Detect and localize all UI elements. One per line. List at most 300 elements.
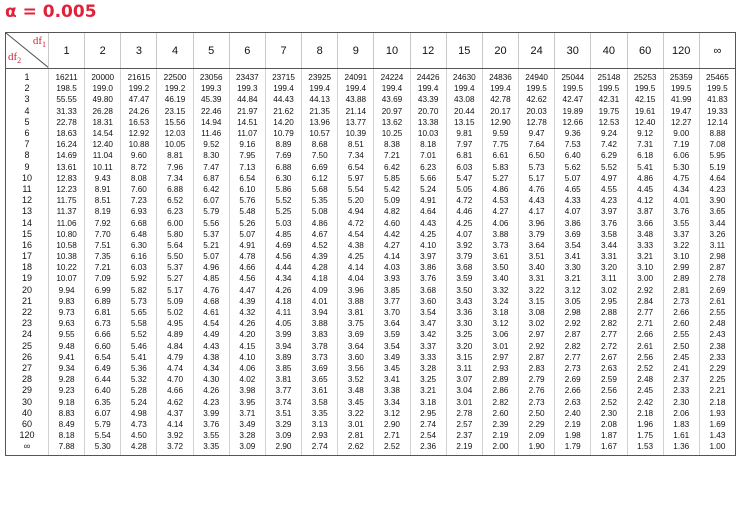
row-header-cell: 2 <box>6 83 49 94</box>
table-cell: 16211 <box>49 69 85 84</box>
table-cell: 3.29 <box>265 419 301 430</box>
table-cell: 3.92 <box>446 240 482 251</box>
table-cell: 2.63 <box>591 363 627 374</box>
table-cell: 2.56 <box>591 385 627 396</box>
table-cell: 9.41 <box>49 352 85 363</box>
table-cell: 6.16 <box>121 251 157 262</box>
table-cell: 3.43 <box>446 296 482 307</box>
table-cell: 2.52 <box>627 363 663 374</box>
table-cell: 199.4 <box>374 83 410 94</box>
table-cell: 3.71 <box>229 408 265 419</box>
table-cell: 3.20 <box>591 262 627 273</box>
table-cell: 2.61 <box>699 296 735 307</box>
table-row <box>6 106 736 117</box>
table-cell: 6.81 <box>446 150 482 161</box>
table-cell: 2.73 <box>555 363 591 374</box>
table-cell: 6.60 <box>85 341 121 352</box>
table-cell: 6.12 <box>302 173 338 184</box>
table-cell: 6.29 <box>591 150 627 161</box>
table-cell: 2.82 <box>555 341 591 352</box>
table-cell: 2.60 <box>482 408 518 419</box>
table-cell: 4.84 <box>157 341 193 352</box>
table-cell: 3.05 <box>555 296 591 307</box>
table-cell: 4.43 <box>193 341 229 352</box>
table-cell: 6.30 <box>265 173 301 184</box>
table-cell: 5.21 <box>193 240 229 251</box>
table-cell: 3.66 <box>627 217 663 228</box>
column-header: 24 <box>519 33 555 69</box>
row-header-cell: 14 <box>6 217 49 228</box>
table-cell: 6.03 <box>446 162 482 173</box>
table-cell: 3.73 <box>302 352 338 363</box>
table-row <box>6 374 736 385</box>
table-cell: 3.22 <box>519 285 555 296</box>
column-header: 6 <box>229 33 265 69</box>
table-cell: 11.04 <box>85 150 121 161</box>
table-cell: 3.35 <box>302 408 338 419</box>
table-cell: 18.31 <box>85 117 121 128</box>
table-cell: 2.77 <box>627 307 663 318</box>
table-cell: 2.55 <box>663 329 699 340</box>
table-cell: 16.53 <box>121 117 157 128</box>
table-cell: 3.68 <box>446 262 482 273</box>
table-cell: 12.53 <box>591 117 627 128</box>
table-row <box>6 285 736 296</box>
table-row <box>6 408 736 419</box>
table-cell: 4.89 <box>157 329 193 340</box>
table-cell: 5.95 <box>699 150 735 161</box>
table-cell: 2.88 <box>591 307 627 318</box>
table-cell: 5.83 <box>482 162 518 173</box>
table-cell: 19.89 <box>555 106 591 117</box>
table-cell: 7.42 <box>591 139 627 150</box>
table-cell: 11.46 <box>193 128 229 139</box>
table-cell: 5.73 <box>519 162 555 173</box>
table-cell: 3.81 <box>265 374 301 385</box>
table-cell: 12.40 <box>85 139 121 150</box>
table-cell: 3.33 <box>627 240 663 251</box>
row-header-cell: 1 <box>6 69 49 84</box>
table-cell: 2.87 <box>699 262 735 273</box>
table-cell: 55.55 <box>49 94 85 105</box>
table-cell: 6.03 <box>121 262 157 273</box>
table-cell: 4.79 <box>157 352 193 363</box>
table-cell: 2.56 <box>627 352 663 363</box>
row-header-cell: 26 <box>6 352 49 363</box>
table-cell: 4.10 <box>410 240 446 251</box>
table-cell: 4.66 <box>229 262 265 273</box>
table-cell: 25465 <box>699 69 735 84</box>
table-cell: 4.64 <box>699 173 735 184</box>
table-cell: 2.33 <box>663 385 699 396</box>
table-cell: 2.57 <box>446 419 482 430</box>
table-cell: 44.43 <box>265 94 301 105</box>
row-header-cell: 30 <box>6 396 49 407</box>
table-cell: 2.50 <box>663 341 699 352</box>
table-cell: 7.75 <box>482 139 518 150</box>
table-cell: 7.13 <box>229 162 265 173</box>
row-header-cell: 22 <box>6 307 49 318</box>
table-row <box>6 441 736 456</box>
table-cell: 43.88 <box>338 94 374 105</box>
table-cell: 9.63 <box>49 318 85 329</box>
table-cell: 13.96 <box>302 117 338 128</box>
column-header: 1 <box>49 33 85 69</box>
table-cell: 1.98 <box>555 430 591 441</box>
table-cell: 2.36 <box>410 441 446 456</box>
table-cell: 3.54 <box>374 341 410 352</box>
table-cell: 3.40 <box>482 273 518 284</box>
table-cell: 6.40 <box>555 150 591 161</box>
table-cell: 2.50 <box>519 408 555 419</box>
table-row <box>6 307 736 318</box>
table-cell: 24836 <box>482 69 518 84</box>
column-header: 20 <box>482 33 518 69</box>
table-cell: 3.40 <box>519 262 555 273</box>
table-cell: 10.11 <box>85 162 121 173</box>
table-cell: 3.06 <box>482 329 518 340</box>
table-cell: 3.12 <box>374 408 410 419</box>
table-cell: 10.05 <box>157 139 193 150</box>
table-cell: 21.14 <box>338 106 374 117</box>
table-body <box>6 69 736 456</box>
table-cell: 199.2 <box>121 83 157 94</box>
row-header-cell: 20 <box>6 285 49 296</box>
table-cell: 4.94 <box>338 206 374 217</box>
table-cell: 4.86 <box>482 184 518 195</box>
table-cell: 2.72 <box>591 341 627 352</box>
table-cell: 2.86 <box>482 385 518 396</box>
table-cell: 5.35 <box>302 195 338 206</box>
row-header-cell: 23 <box>6 318 49 329</box>
table-cell: 2.52 <box>591 396 627 407</box>
table-cell: 42.31 <box>591 94 627 105</box>
row-header-cell: 10 <box>6 173 49 184</box>
table-cell: 4.45 <box>627 184 663 195</box>
table-cell: 7.88 <box>49 441 85 456</box>
table-cell: 4.38 <box>193 352 229 363</box>
table-cell: 3.60 <box>338 352 374 363</box>
column-header: 7 <box>265 33 301 69</box>
table-cell: 2.25 <box>699 374 735 385</box>
table-cell: 4.01 <box>663 195 699 206</box>
table-cell: 2.95 <box>591 296 627 307</box>
table-cell: 5.76 <box>229 195 265 206</box>
table-cell: 2.29 <box>519 419 555 430</box>
column-header: 40 <box>591 33 627 69</box>
table-cell: 6.66 <box>85 329 121 340</box>
table-cell: 4.49 <box>193 329 229 340</box>
table-cell: 3.64 <box>519 240 555 251</box>
table-cell: 3.21 <box>555 273 591 284</box>
table-cell: 8.08 <box>121 173 157 184</box>
table-cell: 10.03 <box>410 128 446 139</box>
table-cell: 4.97 <box>591 173 627 184</box>
table-cell: 7.60 <box>121 184 157 195</box>
table-cell: 20.70 <box>410 106 446 117</box>
row-header-cell: 21 <box>6 296 49 307</box>
table-cell: 2.19 <box>446 441 482 456</box>
table-cell: 11.37 <box>49 206 85 217</box>
table-cell: 4.01 <box>302 296 338 307</box>
table-cell: 4.38 <box>338 240 374 251</box>
table-cell: 4.18 <box>302 273 338 284</box>
table-cell: 199.3 <box>193 83 229 94</box>
table-cell: 3.34 <box>374 396 410 407</box>
table-cell: 19.75 <box>591 106 627 117</box>
table-cell: 4.23 <box>699 184 735 195</box>
table-cell: 4.74 <box>157 363 193 374</box>
table-cell: 4.07 <box>555 206 591 217</box>
table-cell: 19.33 <box>699 106 735 117</box>
table-cell: 3.73 <box>482 240 518 251</box>
table-cell: 4.78 <box>229 251 265 262</box>
table-cell: 4.05 <box>265 318 301 329</box>
table-cell: 24224 <box>374 69 410 84</box>
table-cell: 24091 <box>338 69 374 84</box>
table-cell: 3.13 <box>302 419 338 430</box>
column-header: 60 <box>627 33 663 69</box>
table-cell: 4.26 <box>265 285 301 296</box>
table-cell: 6.07 <box>193 195 229 206</box>
table-cell: 5.48 <box>229 206 265 217</box>
table-cell: 2.30 <box>591 408 627 419</box>
table-row <box>6 162 736 173</box>
table-cell: 5.07 <box>229 229 265 240</box>
table-cell: 4.20 <box>229 329 265 340</box>
f-distribution-table-container <box>5 32 736 514</box>
table-cell: 3.12 <box>482 318 518 329</box>
table-cell: 10.25 <box>374 128 410 139</box>
table-cell: 5.37 <box>193 229 229 240</box>
table-cell: 7.23 <box>121 195 157 206</box>
table-cell: 21.97 <box>229 106 265 117</box>
table-cell: 2.18 <box>627 408 663 419</box>
table-cell: 9.24 <box>591 128 627 139</box>
column-header: 30 <box>555 33 591 69</box>
header-row <box>6 33 736 69</box>
table-cell: 6.48 <box>121 229 157 240</box>
table-row <box>6 385 736 396</box>
table-cell: 43.08 <box>446 94 482 105</box>
table-cell: 7.47 <box>193 162 229 173</box>
table-cell: 3.10 <box>663 251 699 262</box>
row-header-cell: 9 <box>6 162 49 173</box>
table-cell: 3.50 <box>446 285 482 296</box>
table-cell: 42.15 <box>627 94 663 105</box>
table-cell: 6.69 <box>302 162 338 173</box>
table-cell: 2.89 <box>482 374 518 385</box>
table-cell: 5.86 <box>265 184 301 195</box>
table-cell: 6.81 <box>85 307 121 318</box>
table-cell: 3.88 <box>338 296 374 307</box>
table-cell: 4.39 <box>229 296 265 307</box>
table-cell: 2.71 <box>374 430 410 441</box>
table-cell: 15.56 <box>157 117 193 128</box>
table-cell: 4.70 <box>157 374 193 385</box>
table-cell: 4.64 <box>410 206 446 217</box>
table-cell: 7.69 <box>265 150 301 161</box>
table-cell: 2.73 <box>663 296 699 307</box>
table-cell: 2.09 <box>519 430 555 441</box>
table-cell: 3.00 <box>627 273 663 284</box>
table-cell: 2.21 <box>699 385 735 396</box>
table-cell: 5.20 <box>338 195 374 206</box>
table-row <box>6 341 736 352</box>
table-cell: 7.70 <box>85 229 121 240</box>
table-cell: 4.18 <box>265 296 301 307</box>
table-cell: 5.03 <box>265 217 301 228</box>
table-cell: 1.83 <box>663 419 699 430</box>
table-cell: 3.81 <box>338 307 374 318</box>
table-cell: 3.56 <box>338 363 374 374</box>
table-cell: 3.48 <box>627 229 663 240</box>
row-header-cell: 60 <box>6 419 49 430</box>
table-cell: 7.64 <box>519 139 555 150</box>
table-row <box>6 396 736 407</box>
table-cell: 4.98 <box>121 408 157 419</box>
table-cell: 4.96 <box>193 262 229 273</box>
table-cell: 19.61 <box>627 106 663 117</box>
table-cell: 2.40 <box>555 408 591 419</box>
table-cell: 7.19 <box>663 139 699 150</box>
table-cell: 8.38 <box>374 139 410 150</box>
table-cell: 9.48 <box>49 341 85 352</box>
table-cell: 6.00 <box>157 217 193 228</box>
table-cell: 4.65 <box>555 184 591 195</box>
table-cell: 16.24 <box>49 139 85 150</box>
table-cell: 2.82 <box>482 396 518 407</box>
table-cell: 7.21 <box>374 150 410 161</box>
table-cell: 5.47 <box>446 173 482 184</box>
table-cell: 2.00 <box>482 441 518 456</box>
table-row <box>6 229 736 240</box>
table-cell: 2.43 <box>699 329 735 340</box>
table-cell: 43.39 <box>410 94 446 105</box>
table-cell: 3.52 <box>338 374 374 385</box>
table-cell: 4.53 <box>482 195 518 206</box>
table-cell: 13.61 <box>49 162 85 173</box>
table-cell: 7.97 <box>446 139 482 150</box>
table-cell: 3.18 <box>410 396 446 407</box>
table-cell: 22.46 <box>193 106 229 117</box>
table-cell: 5.09 <box>374 195 410 206</box>
table-cell: 2.66 <box>555 385 591 396</box>
table-cell: 3.44 <box>591 240 627 251</box>
table-cell: 4.10 <box>229 352 265 363</box>
row-header-cell: 120 <box>6 430 49 441</box>
row-header-cell: 29 <box>6 385 49 396</box>
table-cell: 3.01 <box>338 419 374 430</box>
table-cell: 6.44 <box>85 374 121 385</box>
table-cell: 2.45 <box>627 385 663 396</box>
table-row <box>6 150 736 161</box>
table-cell: 2.97 <box>519 329 555 340</box>
table-cell: 10.07 <box>49 273 85 284</box>
table-cell: 199.5 <box>555 83 591 94</box>
table-cell: 6.93 <box>121 206 157 217</box>
table-cell: 4.23 <box>591 195 627 206</box>
table-row <box>6 430 736 441</box>
table-cell: 2.87 <box>519 352 555 363</box>
table-cell: 1.79 <box>555 441 591 456</box>
table-cell: 2.54 <box>410 430 446 441</box>
table-cell: 1.69 <box>699 419 735 430</box>
table-cell: 4.09 <box>302 285 338 296</box>
table-cell: 2.93 <box>482 363 518 374</box>
table-cell: 5.56 <box>193 217 229 228</box>
table-cell: 10.58 <box>49 240 85 251</box>
table-cell: 9.16 <box>229 139 265 150</box>
table-cell: 2.89 <box>663 273 699 284</box>
table-cell: 6.10 <box>229 184 265 195</box>
table-cell: 25044 <box>555 69 591 84</box>
table-cell: 4.85 <box>265 229 301 240</box>
table-cell: 4.14 <box>157 419 193 430</box>
table-cell: 41.83 <box>699 94 735 105</box>
table-cell: 6.35 <box>85 396 121 407</box>
table-cell: 3.24 <box>482 296 518 307</box>
table-cell: 3.86 <box>410 262 446 273</box>
table-cell: 2.48 <box>699 318 735 329</box>
table-cell: 12.40 <box>627 117 663 128</box>
table-cell: 3.30 <box>555 262 591 273</box>
table-row <box>6 117 736 128</box>
table-cell: 5.37 <box>157 262 193 273</box>
table-cell: 3.61 <box>482 251 518 262</box>
table-cell: 3.72 <box>157 441 193 456</box>
table-cell: 3.88 <box>302 318 338 329</box>
table-cell: 2.81 <box>338 430 374 441</box>
table-cell: 6.61 <box>482 150 518 161</box>
table-cell: 8.88 <box>699 128 735 139</box>
table-cell: 5.92 <box>121 273 157 284</box>
table-cell: 20000 <box>85 69 121 84</box>
table-cell: 31.33 <box>49 106 85 117</box>
table-cell: 7.31 <box>627 139 663 150</box>
column-header: 4 <box>157 33 193 69</box>
table-cell: 2.93 <box>302 430 338 441</box>
table-cell: 3.49 <box>229 419 265 430</box>
table-cell: 4.25 <box>410 229 446 240</box>
table-cell: 5.30 <box>85 441 121 456</box>
table-cell: 6.54 <box>338 162 374 173</box>
table-cell: 199.4 <box>302 83 338 94</box>
table-cell: 3.76 <box>591 217 627 228</box>
table-cell: 5.66 <box>410 173 446 184</box>
table-cell: 2.63 <box>555 396 591 407</box>
table-cell: 3.83 <box>302 329 338 340</box>
table-cell: 2.84 <box>627 296 663 307</box>
table-cell: 3.97 <box>410 251 446 262</box>
table-cell: 5.02 <box>157 307 193 318</box>
table-row <box>6 195 736 206</box>
table-cell: 3.22 <box>338 408 374 419</box>
table-cell: 3.49 <box>374 352 410 363</box>
table-cell: 6.88 <box>265 162 301 173</box>
table-cell: 5.30 <box>663 162 699 173</box>
table-cell: 9.59 <box>482 128 518 139</box>
table-cell: 2.98 <box>555 307 591 318</box>
table-cell: 3.77 <box>265 385 301 396</box>
table-cell: 3.20 <box>446 341 482 352</box>
table-cell: 3.11 <box>699 240 735 251</box>
table-cell: 199.5 <box>699 83 735 94</box>
table-cell: 4.23 <box>193 396 229 407</box>
table-cell: 21.35 <box>302 106 338 117</box>
table-cell: 7.09 <box>85 273 121 284</box>
table-cell: 3.55 <box>193 430 229 441</box>
